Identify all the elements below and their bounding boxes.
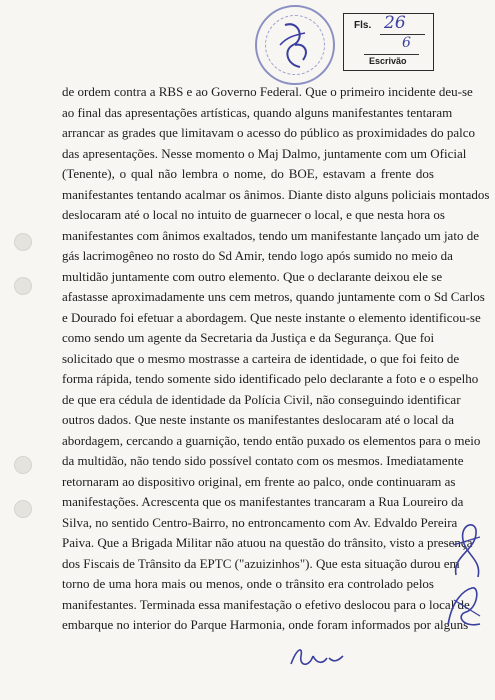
- text-line: abordagem, cercando a guarnição, tendo então puxado os elementos para o meio: [62, 432, 481, 448]
- text-line: gás lacrimogêneo no rosto do Sd Amir, tendo logo após sumido no meio da: [62, 248, 453, 263]
- text-line: Paiva. Que a Brigada Militar não atuou na questão do trânsito, visto a presença: [62, 535, 473, 550]
- text-line: retornaram ao dispositivo original, em frente ao palco, onde continuaram as: [62, 473, 456, 489]
- testimony-text: [62, 82, 490, 636]
- folio-number: 26: [384, 13, 406, 33]
- text-line: (Tenente), o qual não lembra o nome, do BOE, estavam a frente dos: [62, 166, 434, 181]
- text-line: deslocaram até o local no intuito de guarnecer o local, e que nesta hora os: [62, 207, 445, 222]
- text-line: da multidão, não tendo sido possível contato com os mesmos. Imediatamente: [62, 453, 464, 468]
- text-line: Silva, no sentido Centro-Bairro, no entroncamento com Av. Edvaldo Pereira: [62, 514, 458, 530]
- text-line: manifestantes com ânimos exaltados, tendo um manifestante lançado um jato de: [62, 227, 479, 243]
- text-line: de ordem contra a RBS e ao Governo Federal. Que o primeiro incidente deu-se: [62, 84, 473, 99]
- text-line: embarque no interior do Parque Harmonia, onde foram informados por alguns: [62, 617, 469, 632]
- text-line: manifestações. Acrescenta que os manifestantes trancaram a Rua Loureiro da: [62, 494, 464, 509]
- text-line: afastasse aproximadamente uns cem metros, quando juntamente com o Sd Carlos: [62, 289, 485, 304]
- text-line: forma rápida, tendo somente sido identificado pelo declarante a foto e o espelho: [62, 371, 479, 386]
- folio-stamp: [343, 13, 434, 71]
- text-line: das apresentações. Nesse momento o Maj Dalmo, juntamente com um Oficial: [62, 145, 467, 161]
- text-line: manifestantes. Terminada essa manifestação o efetivo deslocou para o local de: [62, 596, 470, 612]
- punch-hole-icon: [14, 456, 32, 474]
- footer-signature-icon: [287, 642, 347, 672]
- escrivao-line: [364, 54, 419, 55]
- text-line: manifestantes tentando acalmar os ânimos. Diante disto alguns policiais montados: [62, 186, 490, 202]
- punch-hole-icon: [14, 500, 32, 518]
- text-line: e Dourado foi efetuar a abordagem. Que neste instante o elemento identificou-se: [62, 309, 481, 325]
- folio-mark: 6: [402, 35, 411, 51]
- seal-signature-icon: [265, 15, 325, 75]
- text-line: ao final das apresentações artísticas, quando alguns manifestantes tentaram: [62, 104, 453, 120]
- folio-label: Fls.: [354, 20, 372, 31]
- text-line: como sendo um agente da Secretaria da Justiça e da Segurança. Que foi: [62, 330, 435, 345]
- text-line: dos Fiscais de Trânsito da EPTC ("azuizinhos"). Que esta situação durou em: [62, 555, 460, 571]
- punch-hole-icon: [14, 277, 32, 295]
- text-line: multidão juntamente com outro elemento. Que o declarante deixou ele se: [62, 268, 443, 284]
- escrivao-label: Escrivão: [369, 56, 407, 66]
- margin-initials-icon: [442, 580, 486, 635]
- text-line: torno de uma hora mais ou menos, onde o trânsito era controlado pelos: [62, 576, 434, 591]
- margin-signature-icon: [448, 515, 486, 585]
- text-line: arrancar as grades que limitavam o acesso do público as proximidades do palco: [62, 125, 475, 140]
- text-line: de que era cédula de identidade da Polícia Civil, não conseguindo identificar: [62, 391, 461, 407]
- punch-hole-icon: [14, 233, 32, 251]
- text-line: solicitado que o mesmo mostrasse a carteira de identidade, o que foi feito de: [62, 350, 460, 366]
- text-line: outros dados. Que neste instante os manifestantes deslocaram até o local da: [62, 412, 455, 427]
